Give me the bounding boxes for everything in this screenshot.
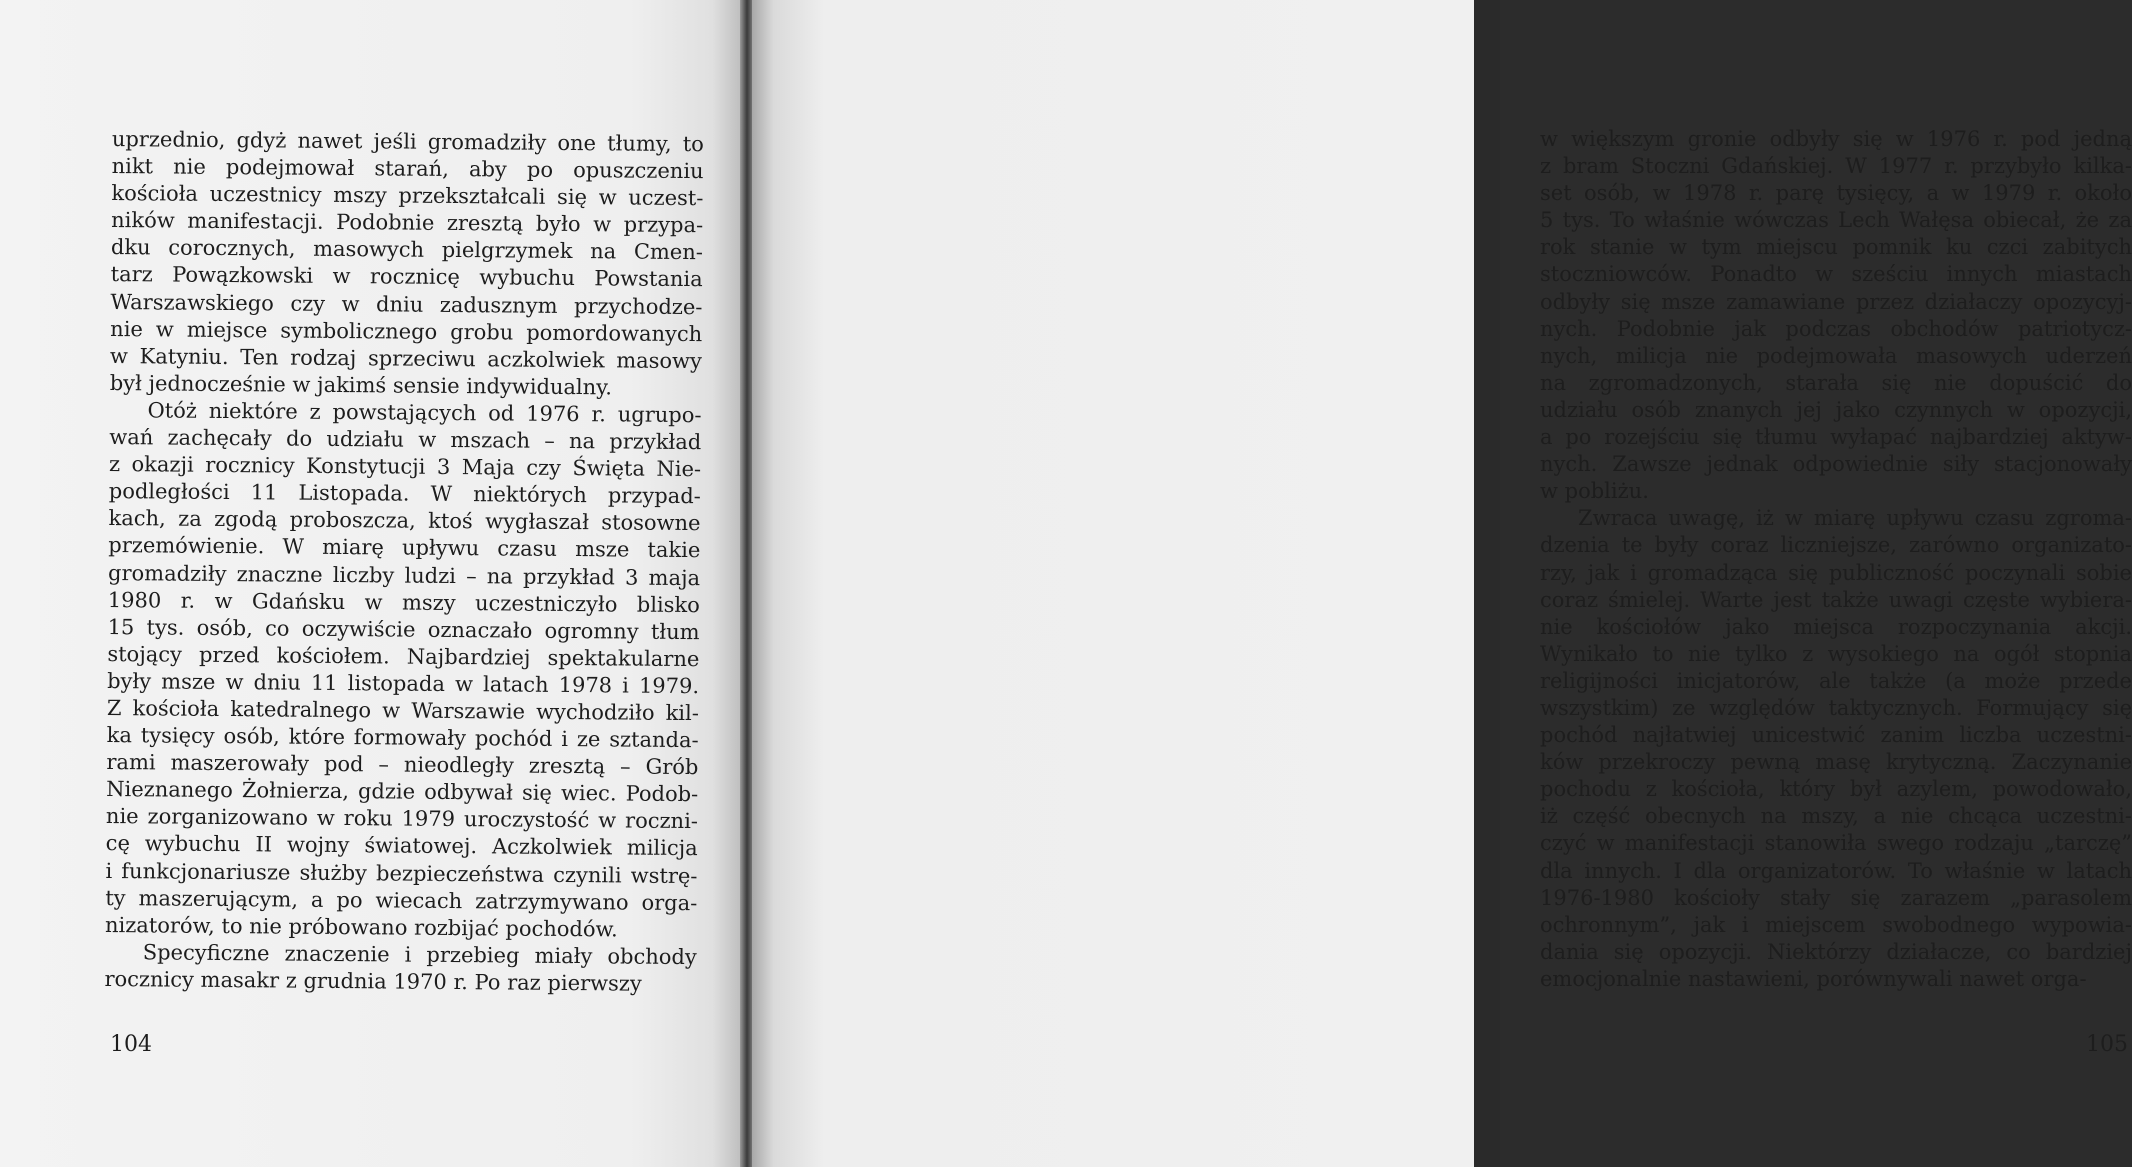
text-line: nych. Podobnie jak podczas obchodów patriotycz- bbox=[1540, 316, 2132, 341]
text-line: udziału osób znanych jej jako czynnych w opozycji, bbox=[1540, 397, 2132, 422]
text-line: set osób, w 1978 r. parę tysięcy, a w 1979 r. około bbox=[1540, 181, 2132, 206]
text-line: dzenia te były coraz liczniejsze, zarówno organizato- bbox=[1540, 533, 2132, 558]
right-page-body bbox=[1540, 126, 2132, 993]
paragraph bbox=[110, 126, 704, 402]
text-line: religijności inicjatorów, ale także (a może przede bbox=[1540, 668, 2132, 693]
text-line: 1980 r. w Gdańsku w mszy uczestniczyło blisko bbox=[107, 587, 700, 617]
text-line: czyć w manifestacji stanowiła swego rodzaju „tarczę” bbox=[1540, 831, 2132, 856]
text-line: 5 tys. To właśnie wówczas Lech Wałęsa obiecał, że za bbox=[1540, 208, 2132, 233]
text-line: nizatorów, to nie próbowano rozbijać pochodów. bbox=[104, 912, 618, 942]
text-line: Specyficzne znaczenie i przebieg miały obchody bbox=[142, 940, 697, 969]
text-line: wszystkim) ze względów taktycznych. Formujący się bbox=[1540, 695, 2132, 720]
paragraph bbox=[104, 939, 696, 998]
text-line: iż część obecnych na mszy, a nie chcąca uczestni- bbox=[1540, 804, 2132, 829]
text-line: był jednocześnie w jakimś sensie indywidualny. bbox=[109, 370, 613, 400]
text-line: 15 tys. osób, co oczywiście oznaczało ogromny tłum bbox=[107, 614, 700, 644]
text-line: Wynikało to nie tylko z wysokiego na ogół stopnia bbox=[1540, 641, 2132, 666]
page-number-left: 104 bbox=[110, 1032, 152, 1057]
text-line: były msze w dniu 11 listopada w latach 1978 i 1979. bbox=[107, 668, 700, 699]
left-page-body bbox=[104, 126, 704, 998]
text-line: pochód najłatwiej unicestwić zanim liczba uczestni- bbox=[1540, 723, 2132, 748]
text-line: ochronnym”, jak i miejscem swobodnego wypowia- bbox=[1540, 912, 2132, 937]
paragraph bbox=[1540, 126, 2132, 505]
text-line: dania się opozycji. Niektórzy działacze, co bardziej bbox=[1540, 939, 2132, 964]
text-line: Nieznanego Żołnierza, gdzie odbywał się wiec. Podob- bbox=[106, 777, 699, 807]
text-line: z bram Stoczni Gdańskiej. W 1977 r. przybyło kilka- bbox=[1540, 154, 2132, 179]
text-line: nych. Zawsze jednak odpowiednie siły stacjonowały bbox=[1540, 452, 2132, 477]
text-line: na zgromadzonych, starała się nie dopuścić do bbox=[1540, 370, 2132, 395]
paragraph bbox=[1540, 505, 2132, 993]
scan-border bbox=[1474, 0, 1500, 1167]
text-line: 1976-1980 kościoły stały się zarazem „parasolem bbox=[1540, 885, 2132, 910]
text-line: odbyły się msze zamawiane przez działaczy opozycyj- bbox=[1540, 289, 2132, 314]
text-line: kościoła uczestnicy mszy przekształcali się w uczest- bbox=[111, 181, 704, 211]
text-line: w większym gronie odbyły się w 1976 r. pod jedną bbox=[1540, 127, 2132, 151]
text-line: Z kościoła katedralnego w Warszawie wychodziło kil- bbox=[106, 695, 700, 726]
text-line: rzy, jak i gromadząca się publiczność poczynali sobie bbox=[1540, 560, 2132, 585]
text-line: Warszawskiego czy w dniu zadusznym przychodze- bbox=[110, 289, 703, 319]
text-line: pochodu z kościoła, który był azylem, powodowało, bbox=[1540, 777, 2132, 802]
text-line: Zwraca uwagę, iż w miarę upływu czasu zgroma- bbox=[1578, 506, 2132, 531]
text-line: a po rozejściu się tłumu wyłapać najbardziej aktyw- bbox=[1540, 425, 2132, 450]
text-line: ników manifestacji. Podobnie zresztą było w przypa- bbox=[111, 208, 704, 238]
text-line: stoczniowców. Ponadto w sześciu innych miastach bbox=[1540, 262, 2132, 287]
text-line: nie zorganizowano w roku 1979 uroczystość w roczni- bbox=[105, 804, 699, 834]
page-number-right: 105 bbox=[2086, 1032, 2128, 1057]
text-line: z okazji rocznicy Konstytucji 3 Maja czy Święta Nie- bbox=[108, 452, 702, 482]
text-line: emocjonalnie nastawieni, porównywali nawet orga- bbox=[1540, 966, 2087, 991]
text-line: ka tysięcy osób, które formowały pochód i ze sztanda- bbox=[106, 723, 699, 753]
text-line: Otóż niektóre z powstających od 1976 r. ugrupo- bbox=[147, 398, 702, 428]
text-line: nych, milicja nie podejmowała masowych uderzeń bbox=[1540, 343, 2132, 368]
text-line: nikt nie podejmował starań, aby po opuszczeniu bbox=[111, 154, 704, 184]
text-line: dku corocznych, masowych pielgrzymek na Cmen- bbox=[110, 235, 704, 265]
text-line: przemówienie. W miarę upływu czasu msze takie bbox=[108, 533, 701, 563]
left-page bbox=[0, 0, 742, 1167]
text-line: w pobliżu. bbox=[1540, 479, 1649, 504]
text-line: gromadziły znaczne liczby ludzi – na przykład 3 maja bbox=[107, 560, 701, 590]
text-line: nie kościołów jako miejsca rozpoczynania akcji. bbox=[1540, 614, 2132, 639]
text-line: kach, za zgodą proboszcza, ktoś wygłaszał stosowne bbox=[108, 506, 701, 536]
text-line: w Katyniu. Ten rodzaj sprzeciwu aczkolwiek masowy bbox=[109, 343, 703, 373]
text-line: wań zachęcały do udziału w mszach – na przykład bbox=[109, 425, 702, 455]
text-line: i funkcjonariusze służby bezpieczeństwa czynili wstrę- bbox=[105, 858, 698, 888]
text-line: cę wybuchu II wojny światowej. Aczkolwiek milicja bbox=[105, 831, 698, 861]
text-line: rok stanie w tym miejscu pomnik ku czci zabitych bbox=[1540, 235, 2132, 260]
text-line: coraz śmielej. Warte jest także uwagi częste wybiera- bbox=[1540, 587, 2132, 612]
text-line: nie w miejsce symbolicznego grobu pomordowanych bbox=[110, 316, 703, 346]
text-line: rocznicy masakr z grudnia 1970 r. Po raz pierwszy bbox=[104, 966, 642, 996]
text-line: podległości 11 Listopada. W niektórych przypad- bbox=[108, 479, 701, 509]
paragraph bbox=[105, 397, 702, 944]
text-line: stojący przed kościołem. Najbardziej spektakularne bbox=[107, 641, 700, 671]
text-line: ty maszerującym, a po wiecach zatrzymywano orga- bbox=[105, 885, 698, 915]
text-line: dla innych. I dla organizatorów. To właśnie w latach bbox=[1540, 858, 2132, 883]
text-line: ków przekroczy pewną masę krytyczną. Zaczynanie bbox=[1540, 750, 2132, 775]
right-page bbox=[752, 0, 2132, 1167]
text-line: rami maszerowały pod – nieodległy zresztą – Grób bbox=[106, 750, 699, 780]
text-line: tarz Powązkowski w rocznicę wybuchu Powstania bbox=[110, 262, 703, 292]
text-line: uprzednio, gdyż nawet jeśli gromadziły one tłumy, to bbox=[111, 126, 704, 157]
